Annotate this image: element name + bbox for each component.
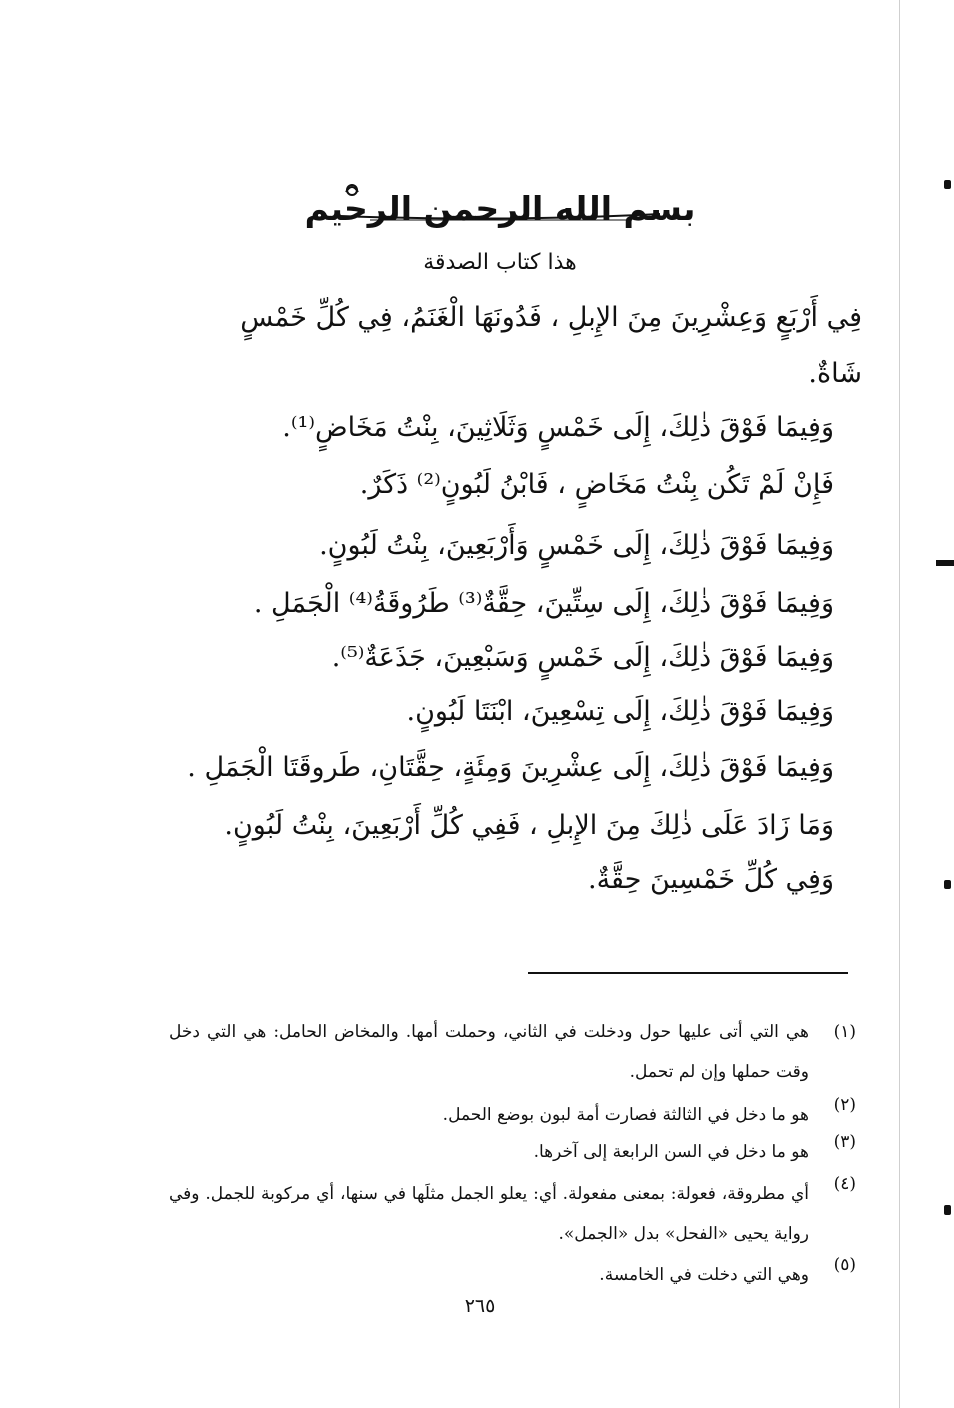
intro-line: فِي أَرْبَعٍ وَعِشْرِينَ مِنَ الإِبلِ ، فَدُونَهَا الْغَنَمُ، فِي كُلِّ خَمْسٍ xyxy=(240,302,862,333)
footnote xyxy=(169,1012,856,1092)
footnote xyxy=(169,1132,856,1172)
footnote-number: (٣) xyxy=(833,1132,856,1152)
scan-edge-line xyxy=(899,0,900,1408)
footnote-number: (٥) xyxy=(833,1255,856,1275)
scan-edge-mark xyxy=(944,180,951,189)
page-number: ٢٦٥ xyxy=(464,1295,496,1317)
verse-line: وَفِيمَا فَوْقَ ذٰلِكَ، إِلَى خَمْسٍ وَسَبْعِينَ، جَذَعَةٌ⁽⁵⁾. xyxy=(331,642,834,673)
verse-line: وَفِيمَا فَوْقَ ذٰلِكَ، إِلَى سِتِّينَ، حِقَّةٌ⁽³⁾ طَرُوقَةُ⁽⁴⁾ الْجَمَلِ . xyxy=(253,588,834,619)
footnote-number: (٢) xyxy=(833,1095,856,1115)
footnote-text: هي التي أتى عليها حول ودخلت في الثاني، وحملت أمها. والمخاض الحامل: هي التي دخل وقت حملها وإن لم تحمل. xyxy=(169,1022,809,1082)
footnote-text: هو ما دخل في الثالثة فصارت أمة لبون بوضع الحمل. xyxy=(442,1105,809,1125)
footnote-separator xyxy=(528,972,848,974)
footnote-text: هو ما دخل في السن الرابعة إلى آخرها. xyxy=(533,1142,809,1162)
footnote-number: (٤) xyxy=(833,1174,856,1194)
footnote-text: أي مطروقة، فعولة: بمعنى مفعولة. أي: يعلو الجمل مثلَها في سنها، أي مركوبة للجمل. وفي رواية يحيى «الفحل» بدل «الجمل». xyxy=(169,1184,809,1244)
footnote-number: (١) xyxy=(833,1022,856,1042)
verse-line: وَفِيمَا فَوْقَ ذٰلِكَ، إِلَى خَمْسٍ وَثَلَاثِينَ، بِنْتُ مَخَاضٍ⁽¹⁾. xyxy=(282,412,834,443)
footnote-text: وهي التي دخلت في الخامسة. xyxy=(599,1265,809,1285)
verse-line: وَمَا زَادَ عَلَى ذٰلِكَ مِنَ الإِبلِ ، فَفِي كُلِّ أَرْبَعِينَ، بِنْتُ لَبُونٍ. xyxy=(224,810,834,841)
verse-line: وَفِيمَا فَوْقَ ذٰلِكَ، إِلَى خَمْسٍ وَأَرْبَعِينَ، بِنْتُ لَبُونٍ. xyxy=(319,530,834,561)
basmala-text: بسم الله الرحمن الرحيم xyxy=(304,188,696,228)
footnote xyxy=(169,1174,856,1254)
scan-edge-mark xyxy=(936,560,954,566)
scan-edge-mark xyxy=(944,1205,951,1215)
footnote xyxy=(169,1095,856,1135)
scan-edge-mark xyxy=(944,880,951,889)
verse-line: فَإِنْ لَمْ تَكُن بِنْتُ مَخَاضٍ ، فَابْنُ لَبُونٍ⁽²⁾ ذَكَرٌ. xyxy=(359,469,834,500)
intro-line: شَاةٌ. xyxy=(808,358,862,389)
verse-line: وَفِي كُلِّ خَمْسِينَ حِقَّةٌ. xyxy=(588,864,834,895)
verse-line: وَفِيمَا فَوْقَ ذٰلِكَ، إِلَى عِشْرِينَ وَمِئَةٍ، حِقَّتَانِ، طَروقَتَا الْجَمَلِ . xyxy=(187,752,834,783)
verse-line: وَفِيمَا فَوْقَ ذٰلِكَ، إِلَى تِسْعِينَ، ابْنَتَا لَبُونٍ. xyxy=(406,696,834,727)
footnote xyxy=(169,1255,856,1295)
basmala-heading xyxy=(300,178,700,238)
book-title: هذا كتاب الصدقة xyxy=(423,250,577,275)
